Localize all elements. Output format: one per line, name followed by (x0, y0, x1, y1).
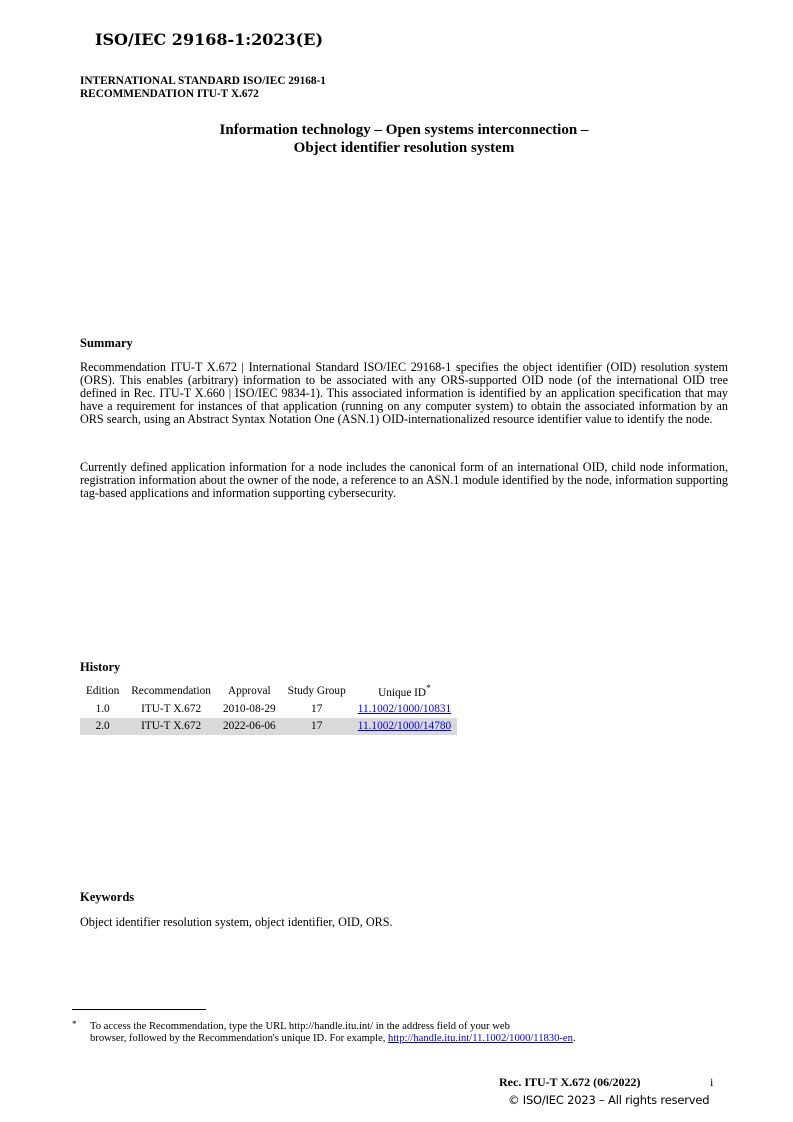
footnote-example-link[interactable]: http://handle.itu.int/11.1002/1000/11830-en (388, 1033, 573, 1044)
unique-id-link[interactable]: 11.1002/1000/10831 (357, 703, 452, 715)
footnote-ref-marker: * (426, 683, 431, 694)
footnote-separator (72, 1009, 206, 1010)
edition-cell: 1.0 (95, 703, 110, 715)
col-approval: Approval (227, 685, 271, 697)
footnote-line-2-suffix: . (572, 1033, 576, 1044)
title-line-1: Information technology – Open systems interconnection – (219, 122, 589, 138)
keywords-heading: Keywords (80, 890, 135, 904)
col-edition: Edition (86, 685, 120, 697)
history-header-row (80, 682, 457, 701)
unique-id-cell (352, 701, 457, 718)
recommendation-designation: RECOMMENDATION ITU-T X.672 (80, 88, 259, 100)
recommendation-cell: ITU-T X.672 (125, 718, 217, 735)
summary-heading: Summary (80, 336, 133, 350)
footnote-line-2-prefix: browser, followed by the Recommendation's unique ID. For example, (90, 1033, 389, 1044)
approval-cell: 2010-08-29 (222, 703, 276, 715)
document-header-standard-id: ISO/IEC 29168-1:2023(E) (95, 30, 324, 49)
table-row (80, 718, 457, 735)
approval-cell: 2022-06-06 (217, 718, 282, 735)
col-recommendation: Recommendation (131, 685, 211, 697)
footnote-marker: * (72, 1019, 77, 1029)
document-title (80, 121, 728, 157)
summary-paragraph-2: Currently defined application information for a node includes the canonical form of an international OID, child node information, registration information about the owner of the node, a reference to an ASN.1 module identified by the node, information supporting tag-based applications and information supporting cybersecurity. (80, 460, 728, 500)
table-row (80, 701, 457, 718)
title-line-2: Object identifier resolution system (293, 140, 515, 156)
footer-recommendation: Rec. ITU-T X.672 (06/2022) (499, 1075, 641, 1089)
recommendation-cell: ITU-T X.672 (141, 703, 202, 715)
footnote-line-1: To access the Recommendation, type the URL http://handle.itu.int/ in the address field of your web (90, 1021, 510, 1032)
summary-paragraph-1: Recommendation ITU-T X.672 | International Standard ISO/IEC 29168-1 specifies the object identifier (OID) resolution system (ORS). This enables (arbitrary) information to be associated with any ORS-supported OID node (of the international OID tree defined in Rec. ITU-T X.660 | ISO/IEC 9834-1). This associated information is identified by an application specification that may have a requirement for instances of that application (running on any computer system) to obtain the associated information by an ORS search, using an Abstract Syntax Notation One (ASN.1) OID-internationalized resource identifier value to identify the node. (80, 360, 728, 426)
standard-designation: INTERNATIONAL STANDARD ISO/IEC 29168-1 (80, 75, 326, 87)
history-heading: History (80, 660, 121, 674)
footnote-line-2 (90, 1033, 672, 1045)
footnote (72, 1021, 672, 1045)
edition-cell: 2.0 (80, 718, 125, 735)
history-table (80, 682, 457, 735)
col-study-group: Study Group (287, 685, 346, 697)
unique-id-link[interactable]: 11.1002/1000/14780 (357, 720, 452, 732)
col-unique-id (352, 682, 457, 701)
study-group-cell: 17 (282, 718, 352, 735)
copyright-notice: © ISO/IEC 2023 – All rights reserved (508, 1093, 710, 1107)
page-number: i (710, 1075, 714, 1089)
study-group-cell: 17 (311, 703, 323, 715)
keywords-text: Object identifier resolution system, object identifier, OID, ORS. (80, 915, 393, 929)
col-unique-id-label: Unique ID (378, 686, 427, 699)
unique-id-cell (352, 718, 457, 735)
